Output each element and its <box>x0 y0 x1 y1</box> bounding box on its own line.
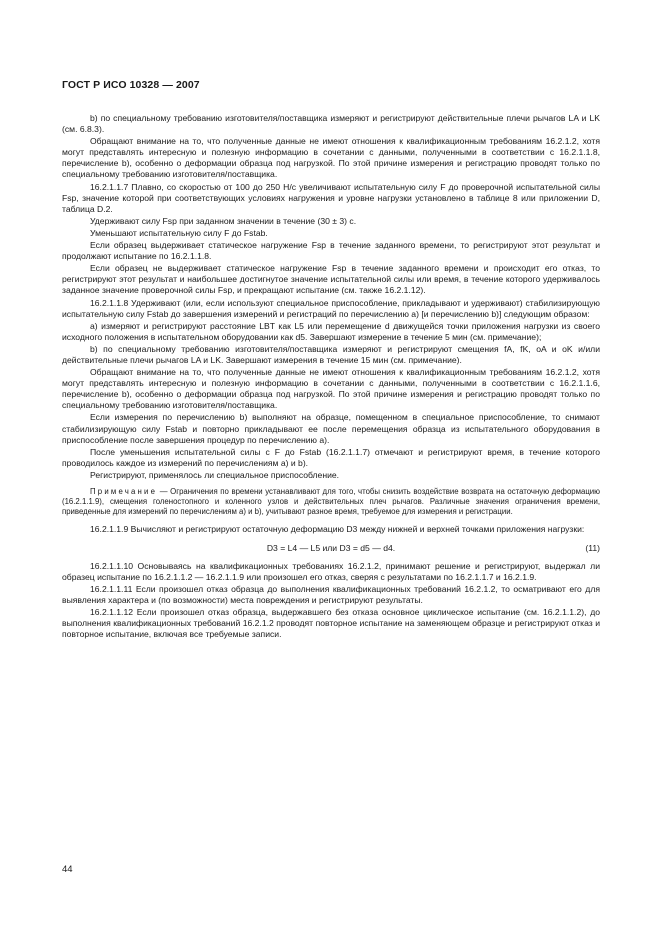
note-text: — Ограничения по времени устанавливают для того, чтобы снизить воздействие возврата на остаточную деформацию (16.2.1.1.9), смещения голеностопного и коленного узлов и действительных плеч рычагов. Различные значения ограничения времени, приведенные для измерений по перечислениям а) и b), учитывают разное время, требуемое для измерения и регистрации. <box>62 487 600 517</box>
paragraph: Если образец не выдерживает статическое нагружение Fsp в течение заданного времени и происходит его отказ, то регистрируют этот результат и наибольшее достигнутое значение испытательной силы или время, в течение которого удерживалось заданное значение проверочной силы Fsp, и прекращают испытание (см. также 16.2.1.12). <box>62 263 600 296</box>
note <box>62 487 600 518</box>
page-number: 44 <box>62 864 73 875</box>
document-header: ГОСТ Р ИСО 10328 — 2007 <box>62 79 200 91</box>
paragraph: После уменьшения испытательной силы с F до Fstab (16.2.1.1.7) отмечают и регистрируют время, в течение которого проводилось каждое из измерений по перечислениям а) и b). <box>62 446 600 468</box>
paragraph: 16.2.1.1.9 Вычисляют и регистрируют остаточную деформацию D3 между нижней и верхней точками приложения нагрузки: <box>90 523 585 534</box>
note-label: Примечание <box>90 487 158 496</box>
paragraph: а) измеряют и регистрируют расстояние LBT как L5 или перемещение d движущейся точки приложения нагрузки из своего исходного положения в испытательном оборудовании как d5. Завершают измерение в течение 5 мин (см. примечание); <box>62 320 600 342</box>
paragraph: b) по специальному требованию изготовителя/поставщика измеряют и регистрируют действительные плечи рычагов LA и LK (см. 6.8.3). <box>62 113 600 135</box>
document-body <box>62 113 600 641</box>
paragraph: Обращают внимание на то, что полученные данные не имеют отношения к квалификационным требованиям 16.2.1.2, хотя могут представлять интересную и полезную информацию в сочетании с данными, полученными в соответствии с 16.2.1.1.8, перечисление b), особенно о деформации образца под нагрузкой. По этой причине измерения и регистрацию проводят только по специальному требованию изготовителя/поставщика. <box>62 136 600 180</box>
paragraph: 16.2.1.1.10 Основываясь на квалификационных требованиях 16.2.1.2, принимают решение и регистрируют, выдержал ли образец испытание по 16.2.1.1.2 — 16.2.1.1.9 или произошел его отказ, сверяя с результатами по 16.2.1.1.7 и 16.2.1.9. <box>62 560 600 582</box>
paragraph: Уменьшают испытательную силу F до Fstab. <box>90 227 268 238</box>
formula-number: (11) <box>585 542 600 553</box>
paragraph: Обращают внимание на то, что полученные данные не имеют отношения к квалификационным требованиям 16.2.1.2, хотя могут представлять интересную и полезную информацию в сочетании с данными, полученными в соответствии с 16.2.1.1.6, перечисление b), особенно о деформации образца под нагрузкой. По этой причине измерения и регистрацию проводят только по специальному требованию изготовителя/поставщика. <box>62 367 600 411</box>
paragraph: Если образец выдерживает статическое нагружение Fsp в течение заданного времени, то регистрируют этот результат и продолжают испытание по 16.2.1.1.8. <box>62 240 600 262</box>
paragraph: b) по специальному требованию изготовителя/поставщика измеряют и регистрируют смещения fA, fK, oA и oK и/или действительные плечи рычагов LA и LK. Завершают измерения в течение 15 мин (см. примечание). <box>62 343 600 365</box>
formula-expression: D3 = L4 — L5 или D3 = d5 — d4. <box>266 542 396 553</box>
paragraph: 16.2.1.1.8 Удерживают (или, если используют специальное приспособление, прикладывают и удерживают) стабилизирующую испытательную силу Fstab до завершения измерений и регистраций по перечислению а) [и перечислению b)] следующим образом: <box>62 297 600 319</box>
paragraph: Удерживают силу Fsp при заданном значении в течение (30 ± 3) с. <box>90 215 357 226</box>
formula-11 <box>62 537 600 559</box>
paragraph: 16.2.1.1.12 Если произошел отказ образца, выдержавшего без отказа основное циклическое испытание (см. 16.2.1.1.2), до выполнения квалификационных требований 16.2.1.2 проводят повторное испытание на заменяющем образце и регистрируют отказ и повторное испытание, включая все требуемые записи. <box>62 607 600 640</box>
paragraph: Если измерения по перечислению b) выполняют на образце, помещенном в специальное приспособление, то снимают стабилизирующую силу Fstab и повторно прикладывают ее после перемещения образца из испытательного оборудования в приспособление после завершения процедур по перечислению а). <box>62 412 600 445</box>
paragraph: Регистрируют, применялось ли специальное приспособление. <box>90 469 340 480</box>
paragraph: 16.2.1.1.7 Плавно, со скоростью от 100 до 250 Н/с увеличивают испытательную силу F до проверочной испытательной силы Fsp, значение которой при соответствующих условиях нагружения и уровне нагрузки установлено в таблице 8 или приложении D, таблица D.2. <box>62 181 600 214</box>
paragraph: 16.2.1.1.11 Если произошел отказ образца до выполнения квалификационных требований 16.2.1.2, то осматривают его для выявления характера и (по возможности) места повреждения и регистрируют результаты. <box>62 583 600 605</box>
